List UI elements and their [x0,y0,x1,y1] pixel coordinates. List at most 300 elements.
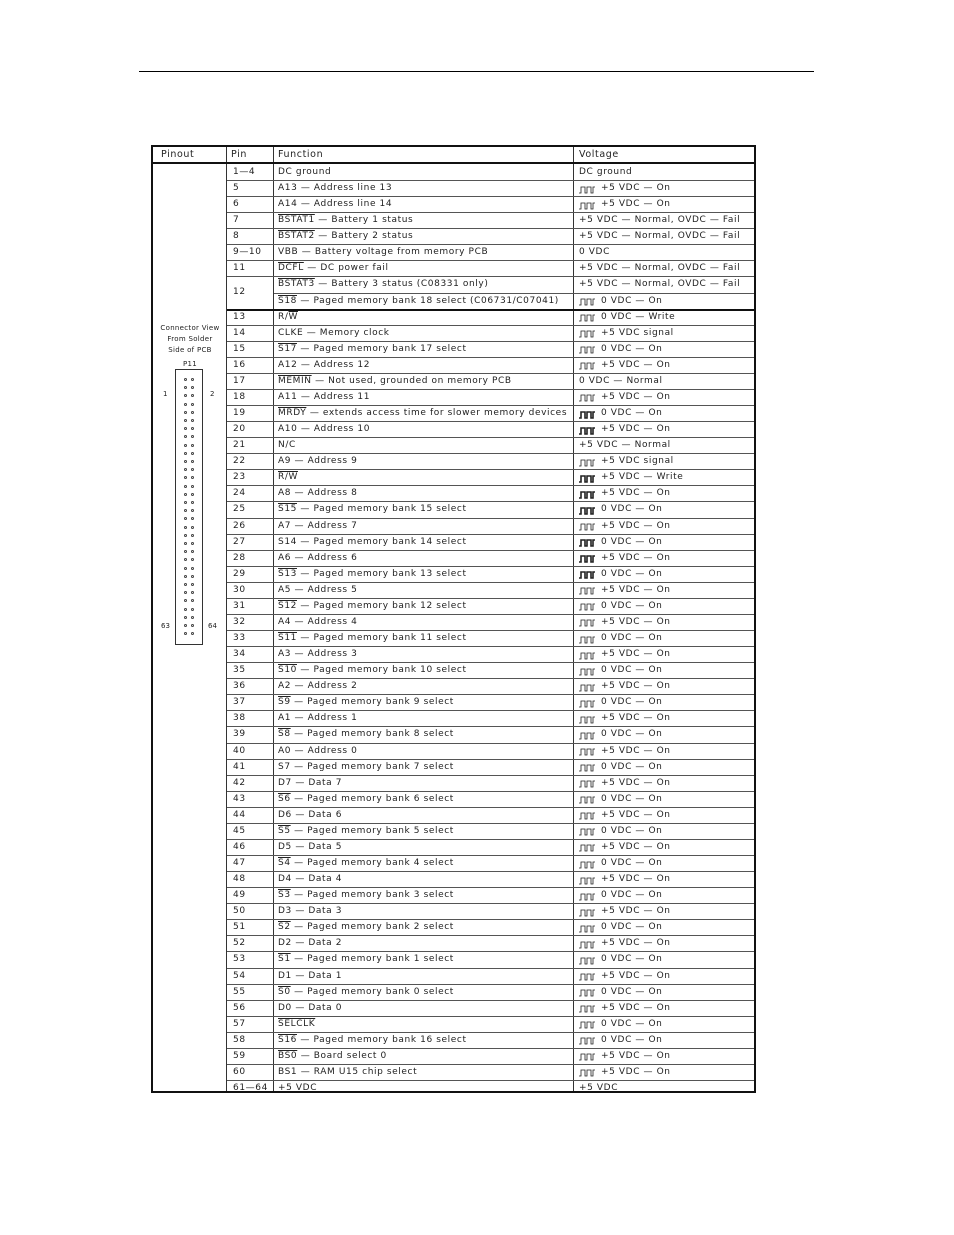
function-description: D4 — Data 4 [278,874,343,885]
voltage-text [579,550,671,566]
function-description: — Paged memory bank 15 select [296,504,467,515]
connector-pin-dot [191,427,194,430]
function-description: D7 — Data 7 [278,777,343,788]
pulse-waveform-icon [579,730,595,738]
voltage-text [579,630,662,646]
pulse-waveform-icon [579,842,595,850]
pulse-waveform-icon [579,585,595,593]
pin-number-label: 64 [208,622,217,630]
voltage-value: +5 VDC — On [601,520,671,531]
voltage-value: +5 VDC — On [601,970,671,981]
connector-pin-dot [191,591,194,594]
voltage-text [579,726,662,742]
function-description: A13 — Address line 13 [278,183,393,194]
function-text [278,373,512,389]
pulse-waveform-icon [579,762,595,770]
active-low-signal: S0 [278,986,291,997]
pin-number: 28 [233,552,246,563]
voltage-value: +5 VDC signal [601,456,674,467]
function-text [278,598,467,614]
pin-number: 29 [233,568,246,579]
pulse-waveform-icon [579,328,595,336]
pin-number: 44 [233,809,246,820]
pulse-waveform-icon [579,746,595,754]
function-description: — Not used, grounded on memory PCB [311,375,512,386]
pin-number: 35 [233,665,246,676]
pin-number: 20 [233,424,246,435]
voltage-text [579,373,663,389]
connector-pin-dot [184,378,187,381]
pin-number: 59 [233,1050,246,1061]
pulse-waveform-icon [579,939,595,947]
voltage-value: 0 VDC — On [601,504,663,515]
voltage-value: +5 VDC — On [601,552,671,563]
connector-pin-dot [191,476,194,479]
voltage-value: 0 VDC — On [601,697,663,708]
connector-pin-dot [184,509,187,512]
function-description: A2 — Address 2 [278,681,358,692]
pulse-waveform-icon [579,971,595,979]
function-text [278,164,331,180]
function-description: — Battery 3 status (C08331 only) [314,279,489,290]
connector-pin-dot [184,616,187,619]
pin-number: 36 [233,681,246,692]
voltage-text [579,196,671,212]
active-low-signal: BSTAT1 [278,215,315,226]
voltage-value: +5 VDC — Normal, OVDC — Fail [579,279,741,290]
function-text [278,1080,317,1096]
function-text [278,180,392,196]
active-low-signal: BS0 [278,1050,298,1061]
function-text [278,534,467,550]
pin-number: 21 [233,440,246,451]
active-low-signal: S13 [278,568,297,579]
voltage-text [579,694,662,710]
function-description: D3 — Data 3 [278,906,343,917]
pin-number: 22 [233,456,246,467]
voltage-value: +5 VDC — On [601,199,671,210]
voltage-value: 0 VDC — On [601,1018,663,1029]
pin-number: 43 [233,793,246,804]
pulse-waveform-icon [579,296,595,304]
connector-pin-dot [191,444,194,447]
voltage-value: 0 VDC — On [601,600,663,611]
pin-number-label: 2 [210,390,215,398]
connector-pin-dot [184,550,187,553]
active-low-signal: S11 [278,633,297,644]
function-description: +5 VDC [278,1082,318,1093]
function-text [278,887,454,903]
voltage-text [579,968,671,984]
function-text [278,469,298,485]
connector-pin-dot [191,509,194,512]
function-description: A7 — Address 7 [278,520,358,531]
pin-number: 5 [233,183,240,194]
voltage-value: +5 VDC — On [601,777,671,788]
connector-pin-dot [184,411,187,414]
function-description: — Paged memory bank 3 select [290,890,454,901]
function-description: A3 — Address 3 [278,649,358,660]
voltage-value: 0 VDC — On [601,922,663,933]
pulse-waveform-icon [579,794,595,802]
row-divider [274,1016,754,1017]
connector-pin-dot [184,485,187,488]
function-description: — extends access time for slower memory devices [306,408,568,419]
voltage-value: 0 VDC — On [601,761,663,772]
pulse-waveform-icon [579,360,595,368]
pin-number: 32 [233,616,246,627]
pin-number: 12 [233,287,246,298]
function-description: BS1 — RAM U15 chip select [278,1066,418,1077]
function-text [278,276,488,292]
pin-number: 17 [233,375,246,386]
active-low-signal: S2 [278,922,291,933]
connector-pin-dot [191,608,194,611]
function-text [278,839,342,855]
pin-number: 52 [233,938,246,949]
voltage-value: 0 VDC — On [601,1034,663,1045]
voltage-text [579,759,662,775]
pin-number: 15 [233,343,246,354]
function-text [278,1000,342,1016]
function-description: — Paged memory bank 5 select [290,825,454,836]
connector-pin-dot [191,501,194,504]
voltage-value: +5 VDC — On [601,359,671,370]
connector-pin-dot [191,599,194,602]
pulse-waveform-icon [579,1051,595,1059]
function-text [278,1016,315,1032]
function-description: — Paged memory bank 2 select [290,922,454,933]
function-description: D2 — Data 2 [278,938,343,949]
function-text [278,501,467,517]
voltage-text [579,389,671,405]
voltage-value: 0 VDC — On [601,986,663,997]
active-low-signal: S10 [278,665,297,676]
voltage-value: +5 VDC signal [601,327,674,338]
active-low-signal: S9 [278,697,291,708]
voltage-value: 0 VDC — On [601,890,663,901]
pulse-waveform-icon [579,312,595,320]
function-description: — Paged memory bank 13 select [296,568,467,579]
connector-pin-dot [191,394,194,397]
pulse-waveform-icon [579,891,595,899]
function-description: A4 — Address 4 [278,616,358,627]
pulse-waveform-icon [579,569,595,577]
voltage-text [579,743,671,759]
connector-pin-dot [184,403,187,406]
function-text [278,293,559,309]
pulse-waveform-icon [579,1003,595,1011]
active-low-signal: S18 [278,295,297,306]
voltage-value: DC ground [579,167,633,177]
voltage-text [579,260,740,276]
function-text [278,582,357,598]
voltage-text [579,501,662,517]
pulse-waveform-icon [579,907,595,915]
pin-number: 58 [233,1034,246,1045]
voltage-value: +5 VDC — On [601,584,671,595]
function-text [278,550,357,566]
voltage-text [579,485,671,501]
voltage-value: +5 VDC — On [601,183,671,194]
voltage-text [579,823,662,839]
voltage-value: +5 VDC — On [601,809,671,820]
connector-pin-dot [191,419,194,422]
function-text [278,919,454,935]
function-description: A9 — Address 9 [278,456,358,467]
pulse-waveform-icon [579,505,595,513]
voltage-text [579,244,610,260]
voltage-text [579,1032,662,1048]
voltage-value: 0 VDC — On [601,729,663,740]
function-text [278,405,567,421]
function-text [278,260,389,276]
connector-label: Side of PCB [168,346,212,354]
voltage-value: +5 VDC — On [601,681,671,692]
row-divider [274,871,754,872]
pin-number: 40 [233,745,246,756]
function-text [278,662,467,678]
pin-number: 13 [233,311,246,322]
voltage-value: +5 VDC [579,1082,619,1093]
pulse-waveform-icon [579,617,595,625]
voltage-text [579,1080,618,1096]
pin-number: 25 [233,504,246,515]
pulse-waveform-icon [579,553,595,561]
voltage-text [579,839,671,855]
pin-number: 18 [233,391,246,402]
pin-number: 51 [233,922,246,933]
voltage-value: +5 VDC — On [601,874,671,885]
voltage-text [579,228,740,244]
active-low-signal: S4 [278,858,291,868]
voltage-text [579,582,671,598]
pulse-waveform-icon [579,425,595,433]
pulse-waveform-icon [579,392,595,400]
pin-number-label: 1 [163,390,168,398]
voltage-text [579,293,662,309]
pin-number: 24 [233,488,246,499]
pin-number: 27 [233,536,246,547]
function-text [278,791,454,807]
active-low-signal: R/W [278,472,298,483]
function-text [278,775,342,791]
voltage-value: 0 VDC — On [601,793,663,804]
function-text [278,710,357,726]
function-text [278,807,342,823]
pin-number: 50 [233,906,246,917]
connector-pin-dot [191,460,194,463]
function-text [278,228,413,244]
connector-pin-dot [191,485,194,488]
function-description: — Paged memory bank 11 select [296,633,467,644]
connector-pin-dot [184,427,187,430]
row-divider [274,775,754,776]
connector-pin-dot [184,394,187,397]
active-low-signal: DCFL [278,263,304,274]
connector-pin-dot [191,378,194,381]
connector-pin-dot [184,419,187,422]
connector-pin-dot [191,517,194,520]
pulse-waveform-icon [579,987,595,995]
row-divider [274,437,754,438]
voltage-text [579,341,662,357]
pin-number: 6 [233,199,240,210]
pulse-waveform-icon [579,714,595,722]
voltage-text [579,903,671,919]
function-text [278,630,467,646]
voltage-text [579,887,662,903]
connector-pin-dot [191,534,194,537]
pulse-waveform-icon [579,634,595,642]
connector-pin-dot [191,567,194,570]
pin-number: 49 [233,890,246,901]
connector-body [175,369,203,645]
connector-pin-dot [191,452,194,455]
voltage-value: +5 VDC — On [601,488,671,499]
connector-pin-dot [191,575,194,578]
function-text [278,743,357,759]
function-description: — Paged memory bank 9 select [290,697,454,708]
pin-number: 46 [233,841,246,852]
function-text [278,935,342,951]
function-description: D1 — Data 1 [278,970,343,981]
pin-number: 38 [233,713,246,724]
voltage-text [579,855,662,871]
pin-number: 45 [233,825,246,836]
function-description: A10 — Address 10 [278,424,371,435]
voltage-text [579,598,662,614]
voltage-value: +5 VDC — Normal [579,440,671,451]
function-description: — Paged memory bank 6 select [290,793,454,804]
function-text [278,855,454,871]
connector-label: From Solder [167,335,213,343]
connector-ref: P11 [182,360,198,368]
voltage-text [579,1048,671,1064]
connector-pin-dot [184,558,187,561]
voltage-value: +5 VDC — On [601,391,671,402]
row-divider [227,276,274,277]
function-text [278,309,298,325]
function-description: — Paged memory bank 18 select (C06731/C07041) [296,295,559,306]
voltage-value: 0 VDC — On [601,536,663,547]
pulse-waveform-icon [579,778,595,786]
connector-pin-dot [184,567,187,570]
function-description: A1 — Address 1 [278,713,358,724]
pulse-waveform-icon [579,344,595,352]
voltage-value: 0 VDC — On [601,343,663,354]
voltage-text [579,180,671,196]
connector-pin-dot [184,501,187,504]
voltage-value: 0 VDC — On [601,295,663,306]
function-text [278,341,467,357]
connector-pin-dot [184,468,187,471]
function-description: S7 — Paged memory bank 7 select [278,761,454,772]
pulse-waveform-icon [579,875,595,883]
pulse-waveform-icon [579,521,595,529]
pin-number: 54 [233,970,246,981]
voltage-value: 0 VDC — On [601,665,663,676]
voltage-text [579,951,662,967]
pin-number: 7 [233,215,240,226]
pulse-waveform-icon [579,1019,595,1027]
voltage-text [579,1016,662,1032]
voltage-value: 0 VDC — On [601,954,663,965]
connector-pin-dot [184,460,187,463]
voltage-value: +5 VDC — Normal, OVDC — Fail [579,231,741,242]
row-divider [274,807,754,808]
connector-pin-dot [184,493,187,496]
pulse-waveform-icon [579,1067,595,1075]
voltage-value: +5 VDC — On [601,906,671,917]
function-text [278,518,357,534]
voltage-text [579,646,671,662]
function-text [278,389,370,405]
function-description: A0 — Address 0 [278,745,358,756]
function-text [278,726,454,742]
pulse-waveform-icon [579,601,595,609]
voltage-text [579,1064,671,1080]
function-text [278,566,467,582]
pin-number: 11 [233,263,246,274]
function-text [278,759,454,775]
voltage-value: +5 VDC — Normal, OVDC — Fail [579,215,741,226]
voltage-value: 0 VDC — On [601,858,663,868]
active-low-signal: S6 [278,793,291,804]
voltage-text [579,164,632,180]
voltage-text [579,437,671,453]
voltage-value: +5 VDC — On [601,1050,671,1061]
connector-pin-dot [184,435,187,438]
voltage-text [579,984,662,1000]
function-description: — Paged memory bank 16 select [296,1034,467,1045]
function-description: A6 — Address 6 [278,552,358,563]
function-text [278,968,342,984]
function-description: A14 — Address line 14 [278,199,393,210]
row-divider [274,1000,754,1001]
voltage-value: +5 VDC — Write [601,472,684,483]
function-text [278,694,454,710]
pin-number: 55 [233,986,246,997]
active-low-signal: S17 [278,343,297,354]
connector-pin-dot [191,468,194,471]
connector-pin-dot [191,386,194,389]
pulse-waveform-icon [579,537,595,545]
pin-number: 37 [233,697,246,708]
function-description: — DC power fail [303,263,389,274]
pin-number: 33 [233,633,246,644]
function-description: CLKE — Memory clock [278,327,390,338]
function-description: — Battery 2 status [314,231,414,242]
connector-pin-dot [184,386,187,389]
function-text [278,453,357,469]
function-text [278,871,342,887]
function-description: N/C [278,440,296,451]
pin-number: 61—64 [233,1082,268,1093]
pinout-table [151,145,756,1093]
pin-number: 31 [233,600,246,611]
pulse-waveform-icon [579,859,595,867]
function-text [278,1032,467,1048]
function-description: A11 — Address 11 [278,391,371,402]
pin-number: 23 [233,472,246,483]
header-voltage: Voltage [579,149,619,160]
function-text [278,1064,417,1080]
row-divider [274,903,754,904]
col-divider [573,147,574,1091]
voltage-text [579,710,671,726]
pin-number: 8 [233,231,240,242]
